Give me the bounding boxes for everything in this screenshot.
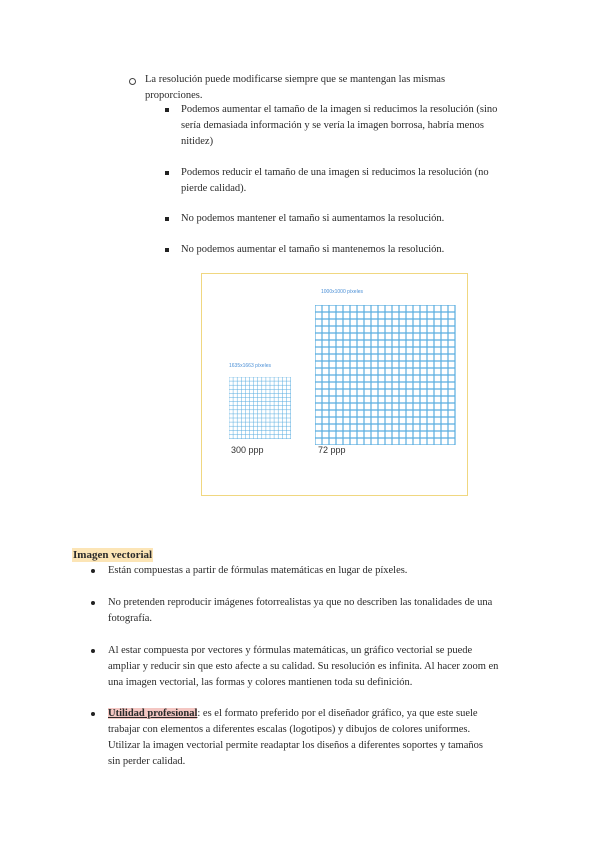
vector-bullet-3-line1: Al estar compuesta por vectores y fórmulas matemáticas, un gráfico vectorial se puede (108, 645, 473, 656)
subitem-4-line1: No podemos aumentar el tamaño si mantenemos la resolución. (181, 244, 445, 255)
subitem-2 (181, 165, 541, 197)
vector-bullet-1 (108, 563, 538, 579)
vector-bullet-4-line3: Utilizar la imagen vectorial permite readaptar los diseños a diferentes soportes y tamaños (108, 740, 483, 751)
vector-bullet-4-line1-rest: : es el formato preferido por el diseñador gráfico, ya que este suele (197, 708, 478, 719)
professional-use-highlight: Utilidad profesional (108, 708, 198, 719)
large-grid-label: 1000x1000 píxeles (321, 289, 363, 295)
square-bullet (165, 108, 169, 112)
resolution-item-line1: La resolución puede modificarse siempre que se mantengan las mismas (145, 74, 446, 85)
resolution-item (145, 72, 505, 104)
square-bullet (165, 217, 169, 221)
subitem-3 (181, 211, 541, 227)
vector-bullet-2 (108, 595, 538, 627)
circle-bullet (129, 78, 136, 85)
section-heading: Imagen vectorial (73, 549, 153, 561)
subitem-1 (181, 102, 541, 150)
vector-bullet-2-line2: fotografía. (108, 613, 153, 624)
resolution-item-line2: proporciones. (145, 90, 203, 101)
resolution-figure (201, 273, 468, 496)
large-grid (315, 305, 457, 445)
large-grid-ppp: 72 ppp (318, 445, 346, 455)
subitem-1-line1: Podemos aumentar el tamaño de la imagen si reducimos la resolución (sino (181, 104, 498, 115)
dot-bullet (91, 569, 95, 573)
small-grid-label: 1635x1663 píxeles (229, 363, 271, 369)
subitem-2-line1: Podemos reducir el tamaño de una imagen si reducimos la resolución (no (181, 167, 489, 178)
vector-bullet-4 (108, 706, 538, 770)
dot-bullet (91, 601, 95, 605)
subitem-2-line2: pierde calidad). (181, 183, 247, 194)
vector-bullet-3 (108, 643, 538, 691)
subitem-1-line3: nitidez) (181, 136, 214, 147)
vector-bullet-4-line2: trabajar con elementos a diferentes escalas (logotipos) y dibujos de colores uniformes. (108, 724, 471, 735)
vector-bullet-4-line1 (108, 706, 538, 722)
vector-bullet-1-line1: Están compuestas a partir de fórmulas matemáticas en lugar de píxeles. (108, 565, 408, 576)
vector-bullet-2-line1: No pretenden reproducir imágenes fotorrealistas ya que no describen las tonalidades de una (108, 597, 493, 608)
square-bullet (165, 248, 169, 252)
vector-bullet-4-line4: sin perder calidad. (108, 756, 186, 767)
vector-bullet-3-line2: ampliar y reducir sin que esto afecte a su calidad. Su resolución es infinita. Al hacer zoom en (108, 661, 499, 672)
small-grid-ppp: 300 ppp (231, 445, 264, 455)
subitem-1-line2: sería demasiada información y se vería la imagen borrosa, habría menos (181, 120, 484, 131)
subitem-3-line1: No podemos mantener el tamaño si aumentamos la resolución. (181, 213, 445, 224)
dot-bullet (91, 649, 95, 653)
small-grid (229, 377, 291, 439)
square-bullet (165, 171, 169, 175)
subitem-4 (181, 242, 541, 258)
dot-bullet (91, 712, 95, 716)
vector-bullet-3-line3: una imagen vectorial, las formas y colores mantienen toda su definición. (108, 677, 413, 688)
